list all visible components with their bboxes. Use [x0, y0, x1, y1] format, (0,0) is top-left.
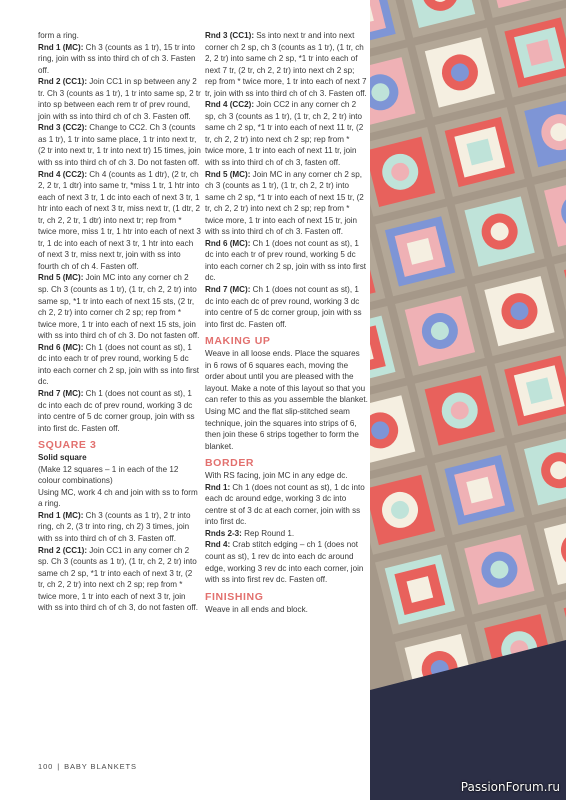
left-round-paragraph — [38, 272, 201, 341]
left-round-paragraph — [38, 169, 201, 273]
left-round-paragraph — [38, 42, 201, 77]
square3-round-list — [38, 510, 201, 614]
left-round-paragraph — [38, 30, 201, 42]
page-number: 100 — [38, 762, 54, 771]
right-column — [205, 30, 368, 615]
left-round-paragraph — [38, 388, 201, 434]
right-round-label: Rnd 6 (MC): — [205, 238, 251, 248]
left-round-list — [38, 30, 201, 434]
left-round-label: Rnd 6 (MC): — [38, 342, 84, 352]
left-round-paragraph — [38, 122, 201, 168]
right-round-label: Rnd 4 (CC2): — [205, 100, 255, 110]
left-round-text: Ch 4 (counts as 1 dtr), (2 tr, ch 2, 2 tr, 1 dtr) into same tr, *miss 1 tr, 1 htr into each of next 3 tr, 1 dc into each of next 3 tr, 1 htr into each of next 3 tr, miss next tr, (1 dtr, 2 tr, ch 2, 2 tr, 1 dtr) into next tr; rep from * twice more, miss 1 tr, 1 htr into each of next 3 tr, 1 dc into each of next 3 tr, 1 htr into each of next 3 tr, miss next tr, join with ss into fourth ch of ch 4. Fasten off. — [38, 169, 201, 271]
square3-round-label: Rnd 2 (CC1): — [38, 545, 88, 555]
square3-round-paragraph — [38, 545, 201, 614]
section-name: BABY BLANKETS — [64, 762, 137, 771]
right-round-label: Rnd 7 (MC): — [205, 285, 251, 295]
border-round-label: Rnd 1: — [205, 482, 231, 492]
left-round-label: Rnd 7 (MC): — [38, 388, 84, 398]
right-round-label: Rnd 5 (MC): — [205, 169, 251, 179]
left-round-text: Ch 3 (counts as 1 tr), 15 tr into ring, join with ss into third ch of ch 3. Fasten off. — [38, 42, 196, 75]
square3-round-label: Rnd 1 (MC): — [38, 510, 84, 520]
border-round-paragraph — [205, 528, 368, 540]
left-round-label: Rnd 2 (CC1): — [38, 77, 88, 87]
border-round-text: Ch 1 (does not count as st), 1 dc into each dc around edge, working 3 dc into centre st of 3 dc at each corner, join with ss into first dc. — [205, 482, 365, 527]
finishing-heading: FINISHING — [205, 590, 264, 603]
border-round-paragraph — [205, 482, 368, 528]
right-round-text: Join CC2 in any corner ch 2 sp, ch 3 (counts as 1 tr), (1 tr, ch 2, 2 tr) into same ch 2 sp, *1 tr into each of next 11 tr, (2 tr, ch 2, 2 tr) into next ch 2 sp; rep from * twice more, 1 tr into each of next 11 tr, join with ss into third ch of ch 3, fasten off. — [205, 100, 364, 168]
right-round-paragraph — [205, 238, 368, 284]
left-round-paragraph — [38, 342, 201, 388]
making-up-text: Weave in all loose ends. Place the squares in 6 rows of 6 squares each, moving the order about until you are pleased with the layout. Make a note of this layout so that you can refer to this as you assemble the blanket. Using MC and the flat slip-stitched seam technique, join the squares into strips of 6, then join these 6 strips together to form the blanket. — [205, 349, 368, 451]
left-round-text: Join MC into any corner ch 2 sp. Ch 3 (counts as 1 tr), (1 tr, ch 2, 2 tr) into same sp, *1 tr into each of next 15 sts, (2 tr, ch 2, 2 tr) into corner ch 2 sp; rep from * twice more, 1 tr into each of next 15 sts, join with ss into third ch of ch 3. Do not fasten off. — [38, 273, 200, 341]
left-round-text: Change to CC2. Ch 3 (counts as 1 tr), 1 tr into same place, 1 tr into next tr, (2 tr into next tr, 1 tr into next tr) 15 times, join with ss into third ch of ch 3. Do not fasten off. — [38, 123, 201, 168]
right-round-label: Rnd 3 (CC1): — [205, 31, 255, 40]
left-round-label: Rnd 1 (MC): — [38, 42, 84, 52]
right-round-text: Ch 1 (does not count as st), 1 dc into each dc of prev round, working 3 dc into centre of 5 dc corner group, join with ss into first dc. Fasten off. — [205, 285, 362, 329]
square3-start: Using MC, work 4 ch and join with ss to form a ring. — [38, 487, 198, 509]
right-round-text: Ss into next tr and into next corner ch 2 sp, ch 3 (counts as 1 tr), (1 tr, ch 2, 2 tr) into same ch 2 sp, *1 tr into each of next 7 tr, (2 tr, ch 2, 2 tr) into next ch 2 sp; rep from * twice more, 1 tr into each of next 7 tr, join with ss into third ch of ch 3. Fasten off. — [205, 31, 367, 98]
border-round-label: Rnd 4: — [205, 540, 231, 550]
right-round-paragraph — [205, 99, 368, 168]
making-up-heading: MAKING UP — [205, 335, 271, 348]
square3-round-text: Join CC1 in any corner ch 2 sp. Ch 3 (counts as 1 tr), (1 tr, ch 2, 2 tr) into same ch 2 sp, *1 tr into each of next 3 tr, (2 tr, ch 2, 2 tr) into next ch 2 sp; rep from * twice more, 1 tr into each of next 3 tr, join with ss into third ch of ch 3, do not fasten off. — [38, 545, 199, 613]
square3-subheading: Solid square — [38, 453, 87, 463]
right-round-text: Ch 1 (does not count as st), 1 dc into each tr of prev round, working 5 dc into each corner ch 2 sp, join with ss into first dc. — [205, 238, 367, 283]
footer-separator: | — [57, 762, 61, 771]
right-round-paragraph — [205, 284, 368, 330]
border-round-text: Rep Round 1. — [241, 528, 295, 538]
blanket-photo-svg — [370, 0, 566, 800]
border-round-paragraph — [205, 539, 368, 585]
blanket-photo — [370, 0, 566, 800]
left-round-label: Rnd 4 (CC2): — [38, 169, 88, 179]
watermark: PassionForum.ru — [460, 780, 560, 794]
square3-round-paragraph — [38, 510, 201, 545]
square3-round-text: Ch 3 (counts as 1 tr), 2 tr into ring, ch 2, (3 tr into ring, ch 2) 3 times, join with ss into third ch of ch 3. Fasten off. — [38, 510, 191, 543]
page-footer — [38, 762, 137, 771]
border-round-text: Crab stitch edging – ch 1 (does not count as st), 1 rev dc into each dc around edge, working 3 rev dc into each corner, join with ss into first rev dc. Fasten off. — [205, 540, 364, 585]
left-round-text: Ch 1 (does not count as st), 1 dc into each tr of prev round, working 5 dc into each corner ch 2 sp, join with ss into first dc. — [38, 342, 200, 387]
left-round-paragraph — [38, 76, 201, 122]
left-round-label: Rnd 3 (CC2): — [38, 123, 88, 133]
border-round-label: Rnds 2-3: — [205, 528, 242, 538]
left-round-text: Ch 1 (does not count as st), 1 dc into each dc of prev round, working 3 dc into centre of 5 dc corner group, join with ss into first dc. Fasten off. — [38, 388, 195, 433]
left-round-label: Rnd 5 (MC): — [38, 273, 84, 283]
border-intro: With RS facing, join MC in any edge dc. — [205, 471, 348, 481]
square3-intro: (Make 12 squares – 1 in each of the 12 colour combinations) — [38, 464, 179, 486]
right-round-text: Join MC in any corner ch 2 sp, ch 3 (counts as 1 tr), (1 tr, ch 2, 2 tr) into same ch 2 sp, *1 tr into each of next 15 tr, (2 tr, ch 2, 2 tr) into next ch 2 sp; rep from * twice more, 1 tr into each of next 15 tr, join with ss into third ch of ch 3. Fasten off. — [205, 169, 364, 237]
left-round-text: form a ring. — [38, 31, 79, 40]
left-column — [38, 30, 201, 614]
right-round-paragraph — [205, 169, 368, 238]
right-round-list — [205, 30, 368, 330]
right-round-paragraph — [205, 30, 368, 99]
square3-heading: SQUARE 3 — [38, 439, 97, 452]
border-round-list — [205, 482, 368, 586]
border-heading: BORDER — [205, 457, 255, 470]
left-round-text: Join CC1 in sp between any 2 tr. Ch 3 (counts as 1 tr), 1 tr into same sp, 2 tr into sp between each rem tr of prev round, join with ss into third ch of ch 3. Fasten off. — [38, 77, 201, 121]
finishing-text: Weave in all ends and block. — [205, 604, 308, 614]
